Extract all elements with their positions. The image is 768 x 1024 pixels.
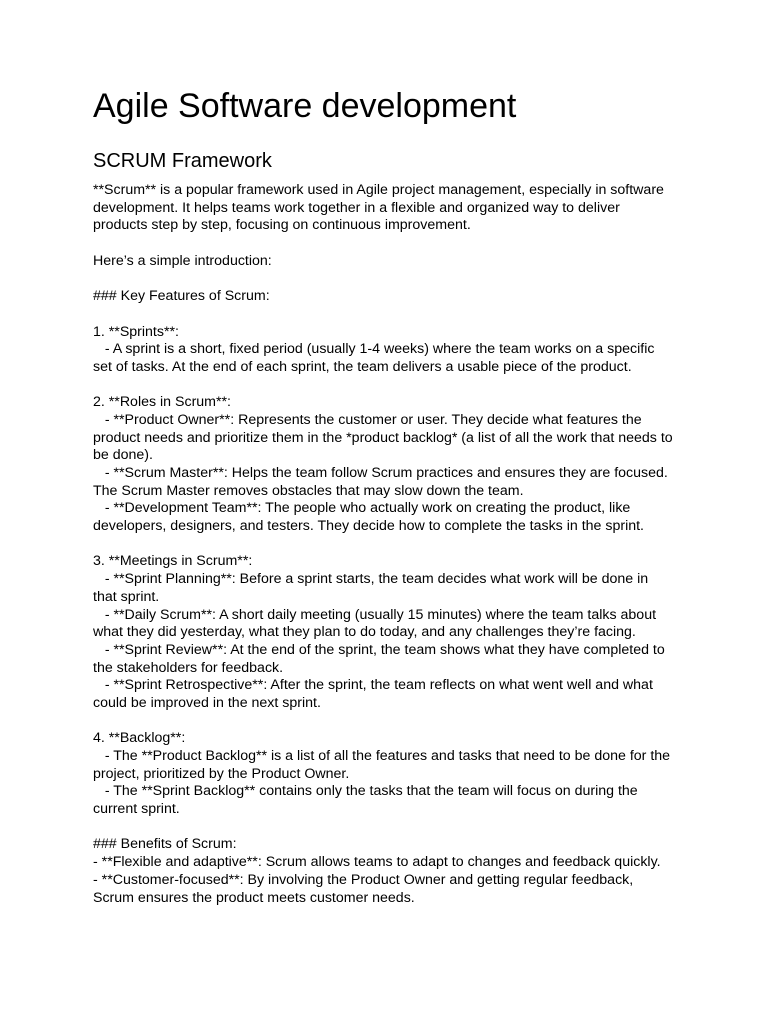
document-title: Agile Software development (93, 87, 517, 125)
body-line: - **Flexible and adaptive**: Scrum allows teams to adapt to changes and feedback quickly. (93, 854, 661, 871)
body-line: Scrum ensures the product meets customer needs. (93, 889, 415, 906)
body-line: - **Customer-focused**: By involving the Product Owner and getting regular feedback, (93, 871, 634, 888)
body-line: 4. **Backlog**: (93, 730, 186, 747)
body-line: project, prioritized by the Product Owner. (93, 765, 350, 782)
body-line: 1. **Sprints**: (93, 323, 179, 340)
body-line: set of tasks. At the end of each sprint, the team delivers a usable piece of the product. (93, 358, 632, 375)
body-line: ### Benefits of Scrum: (93, 836, 237, 853)
blank-line (93, 713, 683, 731)
body-line: 2. **Roles in Scrum**: (93, 394, 231, 411)
body-line: - **Sprint Review**: At the end of the sprint, the team shows what they have completed to (93, 641, 665, 658)
body-line: what they did yesterday, what they plan to do today, and any challenges they’re facing. (93, 624, 636, 641)
document-body (93, 182, 683, 907)
body-line: 3. **Meetings in Scrum**: (93, 553, 253, 570)
body-line: - The **Sprint Backlog** contains only the tasks that the team will focus on during the (93, 783, 638, 800)
blank-line (93, 819, 683, 837)
body-line: - **Sprint Planning**: Before a sprint starts, the team decides what work will be done in (93, 571, 649, 588)
body-line: The Scrum Master removes obstacles that may slow down the team. (93, 482, 524, 499)
body-line: ### Key Features of Scrum: (93, 288, 270, 305)
body-line: current sprint. (93, 801, 180, 818)
body-line: - **Development Team**: The people who actually work on creating the product, like (93, 500, 631, 517)
section-heading: SCRUM Framework (93, 150, 272, 172)
body-line: could be improved in the next sprint. (93, 694, 321, 711)
body-line: developers, designers, and testers. They decide how to complete the tasks in the sprint. (93, 518, 644, 535)
body-line: **Scrum** is a popular framework used in Agile project management, especially in software (93, 182, 664, 198)
body-line: - **Scrum Master**: Helps the team follow Scrum practices and ensures they are focused. (93, 465, 668, 481)
body-line: development. It helps teams work together in a flexible and organized way to deliver (93, 199, 620, 216)
body-line: that sprint. (93, 588, 160, 605)
body-line: be done). (93, 447, 153, 464)
body-line: product needs and prioritize them in the *product backlog* (a list of all the work that needs to (93, 429, 673, 446)
body-line: - A sprint is a short, fixed period (usually 1-4 weeks) where the team works on a specific (93, 341, 655, 358)
body-line: the stakeholders for feedback. (93, 659, 284, 676)
blank-line (93, 306, 683, 324)
body-line: - **Sprint Retrospective**: After the sprint, the team reflects on what went well and what (93, 677, 653, 694)
body-line: Here’s a simple introduction: (93, 252, 272, 269)
body-line: - The **Product Backlog** is a list of all the features and tasks that need to be done for the (93, 748, 671, 764)
body-line: - **Product Owner**: Represents the customer or user. They decide what features the (93, 411, 642, 428)
blank-line (93, 536, 683, 554)
body-line: - **Daily Scrum**: A short daily meeting (usually 15 minutes) where the team talks about (93, 606, 657, 623)
blank-line (93, 235, 683, 253)
body-line: products step by step, focusing on continuous improvement. (93, 217, 471, 234)
blank-line (93, 270, 683, 288)
blank-line (93, 377, 683, 395)
